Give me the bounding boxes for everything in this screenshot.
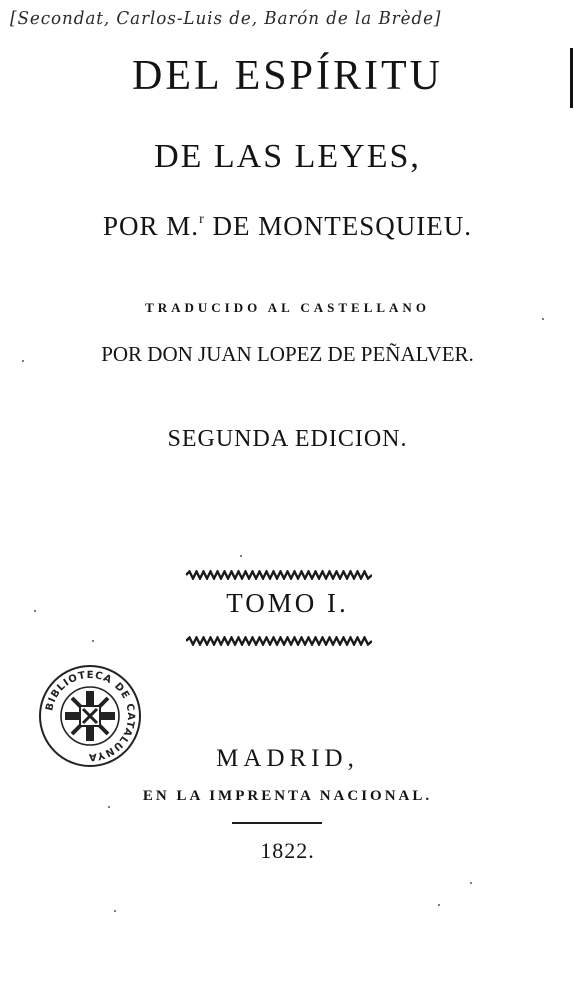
- handwritten-note: [Secondat, Carlos-Luis de, Barón de la Brède]: [10, 8, 442, 29]
- imprint-city: MADRID,: [216, 745, 359, 772]
- paper-speck: [34, 610, 36, 612]
- paper-speck: [108, 806, 110, 808]
- translated-label: TRADUCIDO AL CASTELLANO: [145, 300, 430, 315]
- book-title-line2: DE LAS LEYES,: [154, 138, 421, 175]
- imprint-printer: EN LA IMPRENTA NACIONAL.: [142, 788, 433, 804]
- stamp-cross-emblem: [65, 691, 115, 741]
- author-superscript: r: [199, 212, 205, 227]
- imprint-year: 1822.: [260, 838, 315, 863]
- paper-speck: [438, 904, 440, 906]
- paper-speck: [542, 318, 544, 320]
- paper-speck: [92, 640, 94, 642]
- paper-speck: [240, 555, 242, 557]
- book-title-line1: DEL ESPÍRITU: [132, 53, 443, 99]
- stamp-text: BIBLIOTECA DE CATALUNYA: [44, 669, 137, 763]
- paper-speck: [470, 882, 472, 884]
- ornament-rule-bottom: [186, 636, 372, 646]
- handwritten-annotation: [10, 2, 570, 40]
- ornament-rule-top: [186, 570, 372, 580]
- author-name: DE MONTESQUIEU.: [204, 211, 472, 241]
- edition-line: SEGUNDA EDICION.: [167, 426, 408, 452]
- volume-label: TOMO I.: [226, 588, 349, 618]
- author-line: [0, 211, 575, 242]
- imprint-rule: [232, 822, 322, 824]
- paper-speck: [22, 360, 24, 362]
- translator-line: POR DON JUAN LOPEZ DE PEÑALVER.: [101, 342, 474, 366]
- author-prefix: POR M.: [103, 211, 200, 241]
- paper-speck: [114, 910, 116, 912]
